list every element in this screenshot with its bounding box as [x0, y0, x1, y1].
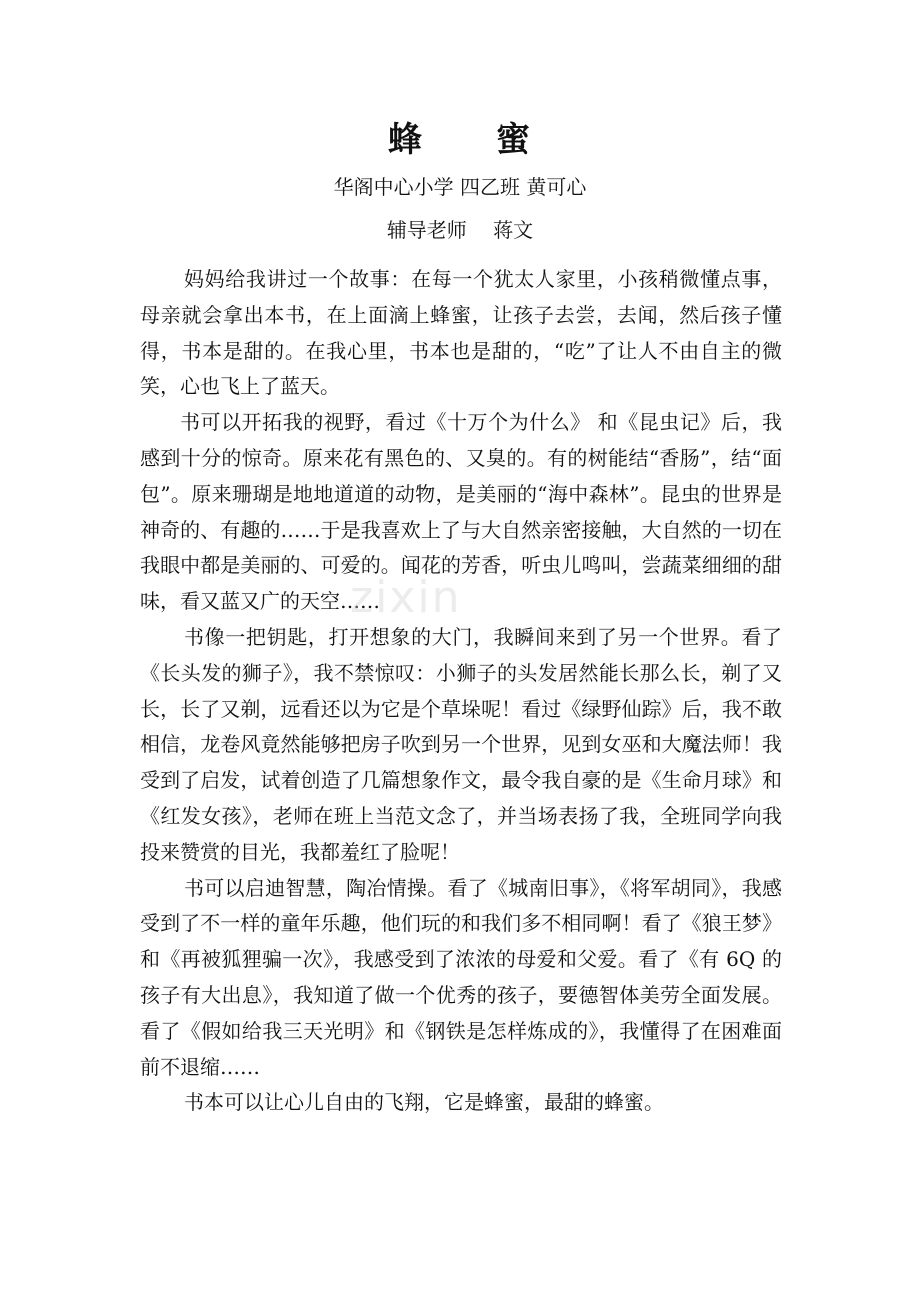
teacher-line: 辅导老师 蒋文 [386, 218, 534, 242]
author-line: 华阁中心小学 四乙班 黄可心 [333, 175, 587, 199]
essay-body [140, 262, 782, 1121]
paragraph-3: 书像一把钥匙，打开想象的大门，我瞬间来到了另一个世界。看了《长头发的狮子》，我不禁惊叹：小狮子的头发居然能长那么长，剃了又长，长了又剃，远看还以为它是个草垛呢！看过《绿野仙踪》后，我不敢相信，龙卷风竟然能够把房子吹到另一个世界，见到女巫和大魔法师！我受到了启发，试着创造了几篇想象作文，最令我自豪的是《生命月球》和《红发女孩》，老师在班上当范文念了，并当场表扬了我，全班同学向我投来赞赏的目光，我都羞红了脸呢！ [140, 624, 782, 864]
paragraph-1: 妈妈给我讲过一个故事：在每一个犹太人家里，小孩稍微懂点事，母亲就会拿出本书，在上面滴上蜂蜜，让孩子去尝，去闻，然后孩子懂得，书本是甜的。在我心里，书本也是甜的，“吃”了让人不由自主的微笑，心也飞上了蓝天。 [140, 267, 782, 399]
paragraph-2: 书可以开拓我的视野，看过《十万个为什么》 和《昆虫记》后，我感到十分的惊奇。原来花有黑色的、又臭的。有的树能结“香肠”，结“面包”。原来珊瑚是地地道道的动物，是美丽的“海中森林”。昆虫的世界是神奇的、有趣的……于是我喜欢上了与大自然亲密接触，大自然的一切在我眼中都是美丽的、可爱的。闻花的芳香，听虫儿鸣叫，尝蔬菜细细的甜味，看又蓝又广的天空…… [140, 410, 782, 614]
paragraph-5: 书本可以让心儿自由的飞翔，它是蜂蜜，最甜的蜂蜜。 [184, 1090, 664, 1115]
paragraph-4: 书可以启迪智慧，陶冶情操。看了《城南旧事》，《将军胡同》，我感受到了不一样的童年乐趣，他们玩的和我们多不相同啊！看了《狼王梦》和《再被狐狸骗一次》，我感受到了浓浓的母爱和父爱。看了《有 6Q 的孩子有大出息》，我知道了做一个优秀的孩子，要德智体美劳全面发展。看了《假如给我三天光明》和《钢铁是怎样炼成的》，我懂得了在困难面前不退缩…… [140, 875, 782, 1079]
watermark: zixin [350, 572, 462, 623]
essay-title: 蜂 蜜 [388, 120, 532, 160]
